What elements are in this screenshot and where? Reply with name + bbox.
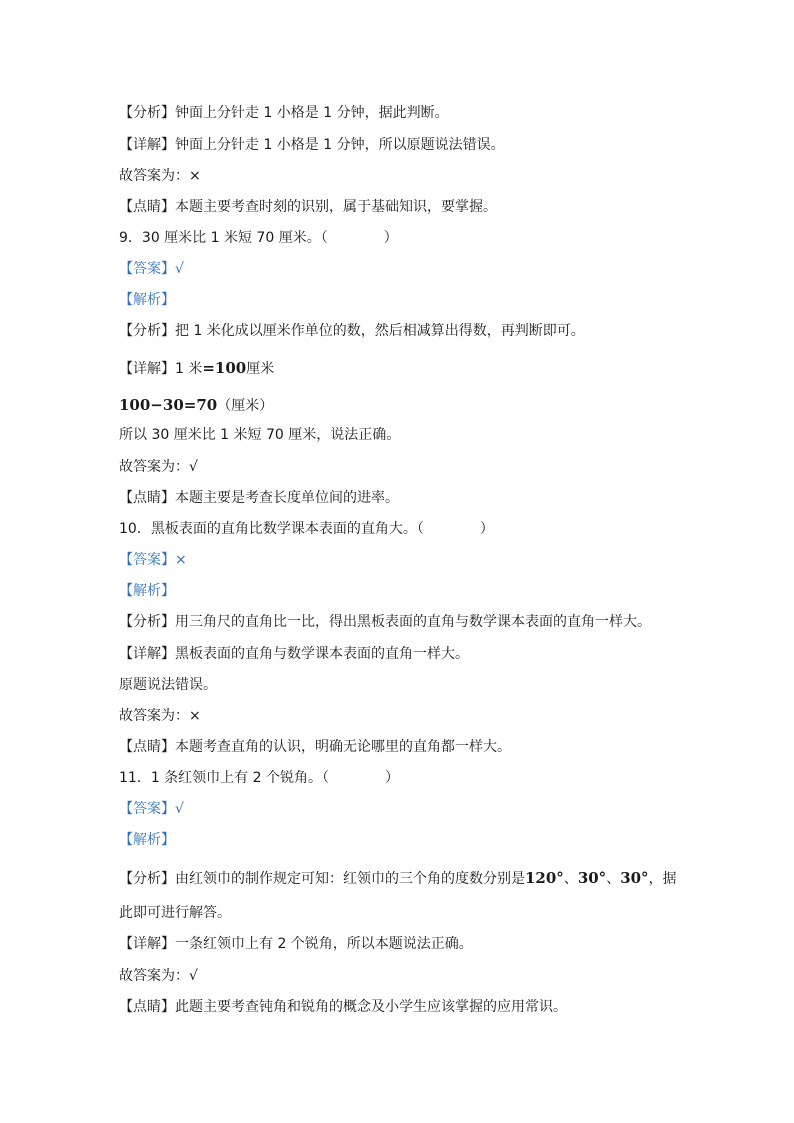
q9-conclusion: 所以 30 厘米比 1 米短 70 厘米，说法正确。 [119,427,401,443]
q9-detail-equation: =100 [202,359,247,377]
q11-jiexi-tag: 【解析】 [119,832,175,848]
q11-angle-3: 30° [620,869,649,887]
q9-calc-expression: 100−30=70 [119,396,218,414]
q9-detail-prefix: 【详解】1 米 [119,361,203,377]
q11-comment: 【点睛】此题主要考查钝角和锐角的概念及小学生应该掌握的应用常识。 [119,999,567,1015]
q11-answer-line: 故答案为：√ [119,968,198,984]
q10-comment: 【点睛】本题考查直角的认识，明确无论哪里的直角都一样大。 [119,739,511,755]
q9-answer-line: 故答案为：√ [119,459,198,475]
q9-question: 9．30 厘米比 1 米短 70 厘米。（ ） [119,230,398,246]
q10-answer-line: 故答案为：× [119,708,201,724]
q8-comment: 【点睛】本题主要考查时刻的识别，属于基础知识，要掌握。 [119,199,497,215]
q10-question: 10．黑板表面的直角比数学课本表面的直角大。（ ） [119,521,494,537]
q10-jiexi-tag: 【解析】 [119,583,175,599]
q9-answer-tag: 【答案】√ [119,261,184,277]
q11-analysis-suffix: ，据 [648,871,677,887]
q8-answer-line: 故答案为：× [119,168,201,184]
q11-answer-tag: 【答案】√ [119,801,184,817]
q9-calculation [119,396,273,415]
q9-calc-unit: （厘米） [217,398,274,414]
q11-analysis-continuation: 此即可进行解答。 [119,905,231,921]
q11-analysis-prefix: 【分析】由红领巾的制作规定可知：红领巾的三个角的度数分别是 [119,871,525,887]
q9-jiexi-tag: 【解析】 [119,292,175,308]
q10-answer-tag: 【答案】× [119,552,187,568]
q10-detail: 【详解】黑板表面的直角与数学课本表面的直角一样大。 [119,646,469,662]
q11-angle-2: 30° [577,869,607,887]
q11-analysis [119,869,677,888]
q9-detail-suffix: 厘米 [246,361,275,377]
q11-question: 11．1 条红领巾上有 2 个锐角。（ ） [119,770,399,786]
q11-angle-1: 120° [525,869,564,887]
q11-detail: 【详解】一条红领巾上有 2 个锐角，所以本题说法正确。 [119,936,473,952]
q9-detail [119,359,274,378]
q10-analysis: 【分析】用三角尺的直角比一比，得出黑板表面的直角与数学课本表面的直角一样大。 [119,614,651,630]
q11-separator-1: 、 [563,871,578,887]
q10-conclusion: 原题说法错误。 [119,677,217,693]
q9-analysis: 【分析】把 1 米化成以厘米作单位的数，然后相减算出得数，再判断即可。 [119,323,585,339]
q8-analysis: 【分析】钟面上分针走 1 小格是 1 分钟，据此判断。 [119,105,449,121]
q8-detail: 【详解】钟面上分针走 1 小格是 1 分钟，所以原题说法错误。 [119,137,505,153]
q11-separator-2: 、 [606,871,621,887]
q9-comment: 【点睛】本题主要是考查长度单位间的进率。 [119,490,399,506]
